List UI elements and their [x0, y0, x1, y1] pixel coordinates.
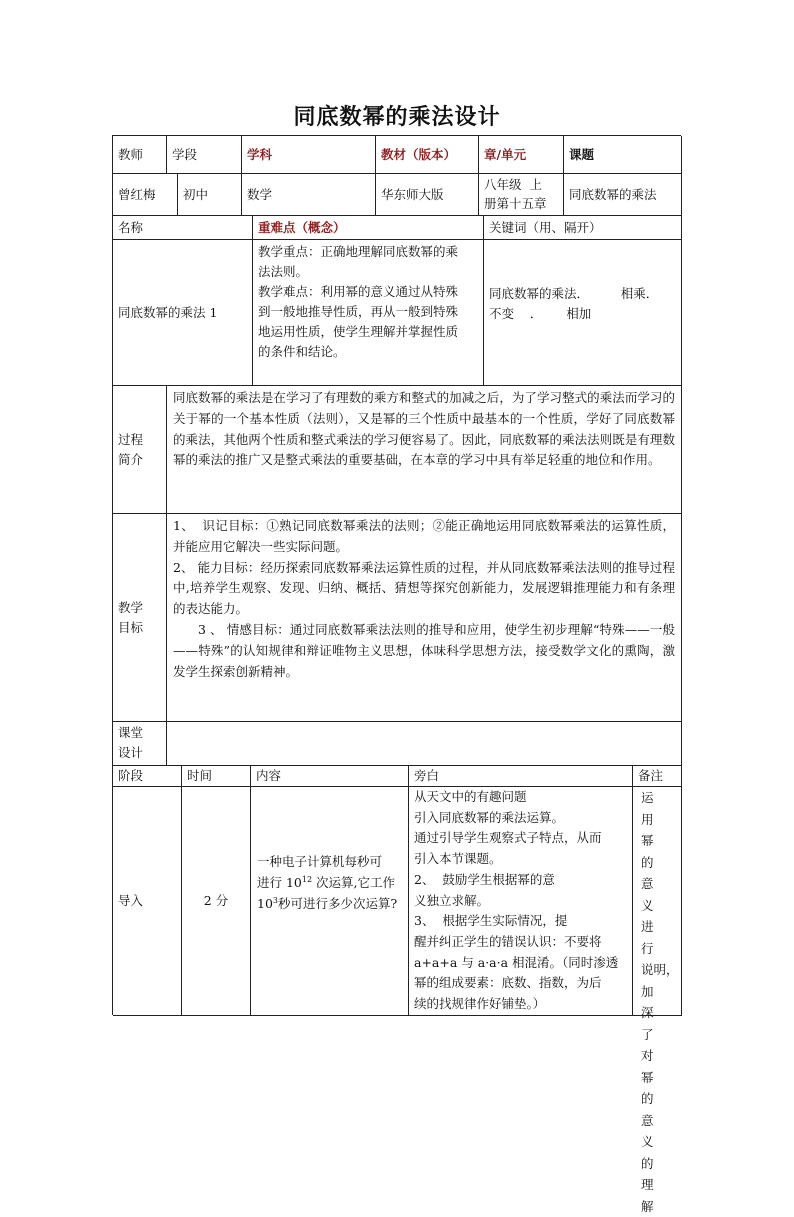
page-title: 同底数幂的乘法设计	[0, 100, 794, 131]
phase-header-remarks: 备注	[633, 766, 682, 787]
key-points-line: 地运用性质，使学生理解并掌握性质	[258, 322, 478, 342]
remarks-line: 意义	[641, 873, 681, 916]
narration-line: 引入本节课题。	[414, 849, 628, 870]
goal-3: 3 、 情感目标：通过同底数幂乘法法则的推导和应用，使学生初步理解“特殊——一般——特殊”的认知规律和辩证唯物主义思想，体味科学思想方法，接受数学文化的熏陶，激发学生探索创新精神。	[173, 620, 675, 682]
key-header-keywords: 关键词（用、隔开）	[484, 216, 682, 240]
narration-line: 续的找规律作好铺垫。）	[414, 994, 628, 1015]
intro-remarks	[633, 787, 682, 1016]
process-intro-label-line1: 过程	[118, 430, 143, 450]
info-chapter-line1: 八年级 上	[484, 175, 558, 194]
narration-line: 2、 鼓励学生根据幂的意	[414, 870, 628, 891]
teaching-goals-label	[113, 514, 167, 722]
info-textbook: 华东师大版	[376, 174, 479, 216]
header-chapter: 章/单元	[479, 136, 564, 174]
phase-header-phase: 阶段	[113, 766, 182, 787]
intro-content-line2-sup: 12	[302, 875, 312, 884]
remarks-line: 加深	[641, 981, 681, 1024]
remarks-line: 幂的	[641, 830, 681, 873]
intro-content-line2-b: 次运算,它工作	[312, 875, 395, 890]
header-teacher: 教师	[113, 136, 167, 174]
key-row-points	[253, 240, 484, 386]
info-chapter	[479, 174, 564, 216]
remarks-line: 进行	[641, 916, 681, 959]
info-stage: 初中	[178, 174, 242, 216]
phase-header-narration: 旁白	[409, 766, 633, 787]
intro-content-line3-b: 秒可进行多少次运算?	[278, 896, 397, 911]
remarks-line: 意义	[641, 1110, 681, 1153]
intro-content-line3-a: 10	[257, 896, 273, 911]
header-stage: 学段	[167, 136, 242, 174]
key-points-line: 的条件和结论。	[258, 342, 478, 362]
keywords-line1: 同底数幂的乘法． 相乘．	[489, 284, 676, 304]
remarks-line: 了对	[641, 1024, 681, 1067]
key-points-line: 法法则。	[258, 262, 478, 282]
teaching-goals-label-line1: 教学	[118, 598, 143, 618]
remarks-line: 幂的	[641, 1067, 681, 1110]
key-points-line: 教学重点：正确地理解同底数幂的乘	[258, 242, 478, 262]
narration-line: 从天文中的有趣问题	[414, 787, 628, 808]
class-design-label-line2: 设计	[118, 743, 161, 763]
intro-content-line2-a: 进行 10	[257, 875, 302, 890]
intro-time: 2 分	[182, 787, 251, 1016]
goal-2: 2、 能力目标：经历探索同底数幂乘法运算性质的过程，并从同底数幂乘法法则的推导过程中,培养学生观察、发现、归纳、概括、猜想等探究创新能力，发展逻辑推理能力和有条理的表达能力。	[173, 558, 675, 620]
intro-content-line3-sup: 3	[273, 896, 278, 905]
phase-header-time: 时间	[182, 766, 251, 787]
key-header-points: 重难点（概念）	[253, 216, 484, 240]
remarks-line: 说明，	[641, 959, 681, 981]
goal-1: 1、 识记目标：①熟记同底数幂乘法的法则；②能正确地运用同底数幂乘法的运算性质，并能应用它解决一些实际问题。	[173, 516, 675, 558]
class-design-label	[113, 722, 167, 766]
header-topic: 课题	[564, 136, 682, 174]
key-row-keywords	[484, 240, 682, 386]
narration-line: 醒并纠正学生的错误认识：不要将	[414, 932, 628, 953]
teaching-goals-text	[167, 514, 682, 722]
narration-line: 幂的组成要素：底数、指数，为后	[414, 973, 628, 994]
process-intro-text: 同底数幂的乘法是在学习了有理数的乘方和整式的加减之后，为了学习整式的乘法而学习的关于幂的一个基本性质（法则），又是幂的三个性质中最基本的一个性质，学好了同底数幂的乘法，其他两个性质和整式乘法的学习便容易了。因此，同底数幂的乘法法则既是有理数幂的乘法的推广又是整式乘法的重要基础，在本章的学习中具有举足轻重的地位和作用。	[167, 386, 682, 514]
remarks-line: 的理	[641, 1153, 681, 1196]
keywords-line2: 不变 ． 相加	[489, 304, 676, 324]
key-points-line: 教学难点：利用幂的意义通过从特殊	[258, 282, 478, 302]
info-subject: 数学	[242, 174, 376, 216]
key-row-name: 同底数幂的乘法 1	[113, 240, 253, 386]
info-teacher: 曾红梅	[113, 174, 178, 216]
narration-line: 义独立求解。	[414, 891, 628, 912]
intro-content-line2	[257, 872, 406, 893]
narration-line: 引入同底数幂的乘法运算。	[414, 808, 628, 829]
process-intro-label	[113, 386, 167, 514]
narration-line: 通过引导学生观察式子特点，从而	[414, 828, 628, 849]
process-intro-label-line2: 简介	[118, 450, 143, 470]
info-topic: 同底数幂的乘法	[564, 174, 682, 216]
key-points-line: 到一般地推导性质，再从一般到特殊	[258, 302, 478, 322]
intro-content-line3	[257, 893, 406, 914]
class-design-label-line1: 课堂	[118, 723, 161, 743]
lesson-plan-table	[112, 135, 681, 1015]
info-chapter-line2: 册第十五章	[484, 194, 558, 213]
intro-phase: 导入	[113, 787, 182, 1016]
teaching-goals-label-line2: 目标	[118, 618, 143, 638]
header-subject: 学科	[242, 136, 376, 174]
key-header-name: 名称	[113, 216, 253, 240]
narration-line: a+a+a 与 a·a·a 相混淆。（同时渗透	[414, 953, 628, 974]
remarks-line: 运用	[641, 787, 681, 830]
intro-narration	[409, 787, 633, 1016]
class-design-content	[167, 722, 682, 766]
header-textbook: 教材（版本）	[376, 136, 479, 174]
phase-header-content: 内容	[251, 766, 409, 787]
intro-content	[251, 787, 409, 1016]
remarks-line: 解	[641, 1196, 681, 1217]
intro-content-line1: 一种电子计算机每秒可	[257, 851, 406, 872]
narration-line: 3、 根据学生实际情况，提	[414, 911, 628, 932]
